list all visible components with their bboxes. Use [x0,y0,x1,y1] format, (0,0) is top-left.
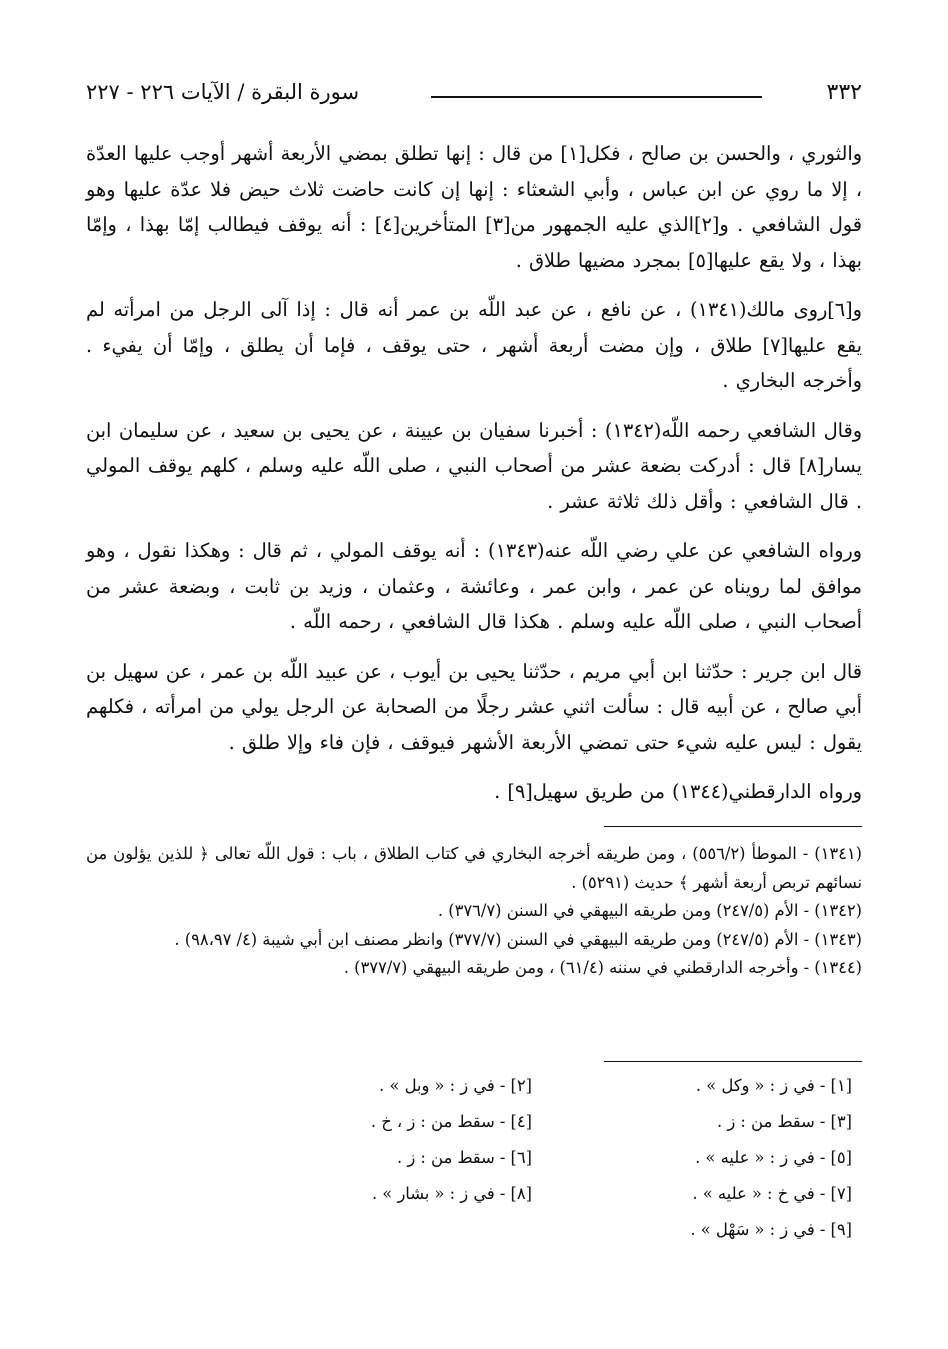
running-title: سورة البقرة / الآيات ٢٢٦ - ٢٢٧ [86,80,360,104]
variant-note: [٤] - سقط من : ز ، خ . [370,1112,532,1131]
manuscript-variants [332,1076,852,1256]
variant-note: [٦] - سقط من : ز . [397,1148,532,1167]
footnote: (١٣٤٤) - وأخرجه الدارقطني في سننه (٦١/٤) ، ومن طريقه البيهقي (٣٧٧/٧) . [343,958,862,977]
variant-note: [٥] - في ز : « عليه » . [695,1148,852,1167]
paragraph: ورواه الشافعي عن علي رضي اللّه عنه(١٣٤٣) : أنه يوقف المولي ، ثم قال : وهكذا نقول ، وهو موافق لما رويناه عن عمر ، وابن عمر ، وعائشة ، وعثمان ، وزيد بن ثابت ، وبضعة عشر من أصحاب النبي ، صلى اللّه عليه وسلم . هكذا قال الشافعي ، رحمه اللّه . [86,539,862,633]
footnote: (١٣٤١) - الموطأ (٥٥٦/٢) ، ومن طريقه أخرجه البخاري في كتاب الطلاق ، باب : قول اللّه تعالى ﴿ للذين يؤلون من نسائهم تربص أربعة أشهر ﴾ حديث (٥٢٩١) . [86,844,862,892]
footnote: (١٣٤٢) - الأم (٢٤٧/٥) ومن طريقه البيهقي في السنن (٣٧٦/٧) . [437,901,862,920]
paragraph: قال ابن جرير : حدّثنا ابن أبي مريم ، حدّثنا يحيى بن أيوب ، عن عبيد اللّه بن عمر ، عن سهيل بن أبي صالح ، عن أبيه قال : سألت اثني عشر رجلًا من الصحابة عن الرجل يولي من امرأته ، فكلهم يقول : ليس عليه شيء حتى تمضي الأربعة الأشهر فيوقف ، فإن فاء وإلا طلق . [86,659,862,754]
variant-note: [٩] - في ز : « سَهْل » . [690,1220,852,1239]
variant-note: [٣] - سقط من : ز . [717,1112,852,1131]
paragraph: ورواه الدارقطني(١٣٤٤) من طريق سهيل[٩] . [494,780,862,803]
footnote-separator [604,826,862,827]
paragraph: و[٦]روى مالك(١٣٤١) ، عن نافع ، عن عبد اللّه بن عمر أنه قال : إذا آلى الرجل من امرأته لم يقع عليها[٧] طلاق ، وإن مضت أربعة أشهر ، حتى يوقف ، فإما أن يطلق ، وإمّا أن يفيء . وأخرجه البخاري . [86,298,862,392]
footnote: (١٣٤٣) - الأم (٢٤٧/٥) ومن طريقه البيهقي في السنن (٣٧٧/٧) وانظر مصنف ابن أبي شيبة (٤/ ٩٨،٩٧) . [174,929,862,949]
footnotes [86,840,862,983]
main-text [86,136,862,824]
variant-note: [٧] - في خ : « عليه » . [692,1184,852,1203]
page-header [86,76,862,116]
header-rule [431,96,762,98]
page-number: ٣٣٢ [826,80,862,105]
variant-note: [١] - في ز : « وكل » . [695,1076,852,1095]
variant-note: [٢] - في ز : « وبل » . [379,1076,532,1095]
variants-separator [604,1061,862,1062]
paragraph: والثوري ، والحسن بن صالح ، فكل[١] من قال : إنها تطلق بمضي الأربعة أشهر أوجب عليها العدّة ، إلا ما روي عن ابن عباس ، وأبي الشعثاء : إنها إن كانت حاضت ثلاث حيض فلا عدّة عليها وهو قول الشافعي . و[٢]الذي عليه الجمهور من[٣] المتأخرين[٤] : أنه يوقف فيطالب إمّا بهذا ، وإمّا بهذا ، ولا يقع عليها[٥] بمجرد مضيها طلاق . [86,142,863,272]
variant-note: [٨] - في ز : « بشار » . [371,1184,532,1203]
paragraph: وقال الشافعي رحمه اللّه(١٣٤٢) : أخبرنا سفيان بن عيينة ، عن يحيى بن سعيد ، عن سليمان ابن يسار[٨] قال : أدركت بضعة عشر من أصحاب النبي ، صلى اللّه عليه وسلم ، كلهم يوقف المولي . قال الشافعي : وأقل ذلك ثلاثة عشر . [86,418,863,513]
